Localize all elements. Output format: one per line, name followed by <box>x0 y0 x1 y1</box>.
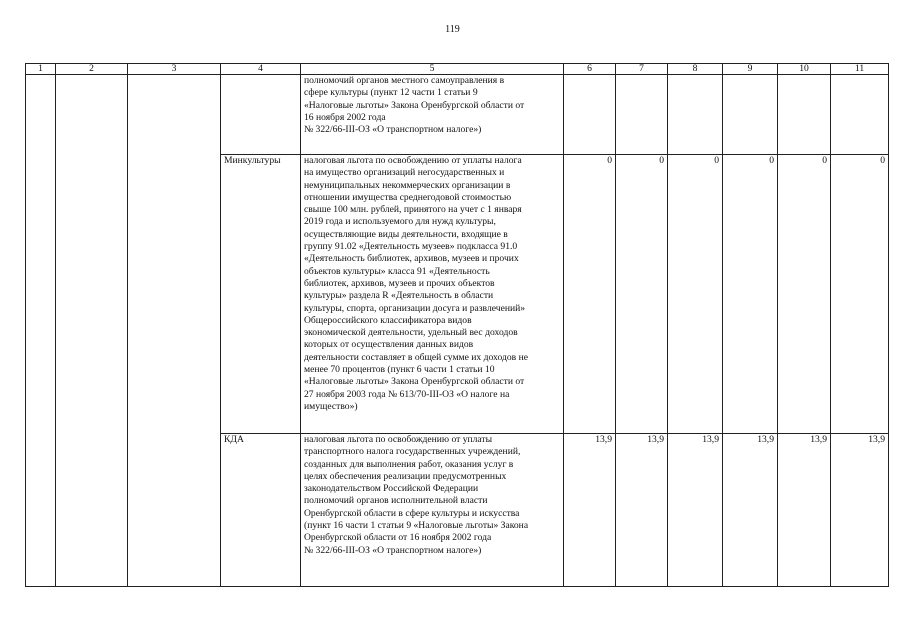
org-cell: Минкультуры <box>221 155 301 434</box>
column-header: 11 <box>831 64 889 75</box>
column-header: 1 <box>26 64 56 75</box>
value-cell: 13,9 <box>668 434 723 587</box>
column-header: 6 <box>564 64 616 75</box>
value-cell: 0 <box>616 155 668 434</box>
column-number-row <box>26 64 889 75</box>
value-cell: 13,9 <box>564 434 616 587</box>
value-cell: 0 <box>778 155 831 434</box>
value-cell: 13,9 <box>616 434 668 587</box>
column-header: 3 <box>128 64 221 75</box>
benefit-description: налоговая льгота по освобождению от уплаты налога на имущество организаций негосударственных и немуниципальных некоммерческих организации в отношении имущества среднегодовой стоимостью свыше 100 млн. рублей, принятого на учет с 1 января 2019 года и используемого для нужд культуры, осуществляющие виды деятельности, входящие в группу 91.02 «Деятельность музеев» подкласса 91.0 «Деятельность библиотек, архивов, музеев и прочих объектов культуры» класса 91 «Деятельность библиотек, архивов, музеев и прочих объектов культуры» раздела R «Деятельность в области культуры, спорта, организации досуга и развлечений» Общероссийского классификатора видов экономической деятельности, удельный вес доходов которых от осуществления данных видов деятельности составляет в общей сумме их доходов не менее 70 процентов (пункт 6 части 1 статьи 10 «Налоговые льготы» Закона Оренбургской области от 27 ноября 2003 года № 613/70-III-ОЗ «О налоге на имущество») <box>301 155 564 434</box>
org-cell: КДА <box>221 434 301 587</box>
column-header: 2 <box>56 64 128 75</box>
benefit-description: налоговая льгота по освобождению от уплаты транспортного налога государственных учреждений, созданных для выполнения работ, оказания услуг в целях обеспечения реализации предусмотренных законодательством Российской Федерации полномочий органов исполнительной власти Оренбургской области в сфере культуры и искусства (пункт 16 части 1 статьи 9 «Налоговые льготы» Закона Оренбургской области от 16 ноября 2002 года № 322/66-III-ОЗ «О транспортном налоге») <box>301 434 564 587</box>
page-number: 119 <box>445 24 460 35</box>
value-cell <box>616 75 668 155</box>
value-cell: 0 <box>668 155 723 434</box>
benefit-description: полномочий органов местного самоуправления в сфере культуры (пункт 12 части 1 статьи 9 «Налоговые льготы» Закона Оренбургской области от 16 ноября 2002 года № 322/66-III-ОЗ «О транспортном налоге») <box>301 75 564 155</box>
value-cell: 0 <box>831 155 889 434</box>
value-cell: 13,9 <box>778 434 831 587</box>
value-cell <box>723 75 778 155</box>
value-cell <box>831 75 889 155</box>
value-cell <box>668 75 723 155</box>
value-cell <box>778 75 831 155</box>
column-header: 9 <box>723 64 778 75</box>
value-cell <box>564 75 616 155</box>
col1-cell <box>26 75 56 587</box>
value-cell: 0 <box>564 155 616 434</box>
col3-cell <box>128 75 221 587</box>
budget-table <box>25 63 889 587</box>
value-cell: 13,9 <box>831 434 889 587</box>
org-cell <box>221 75 301 155</box>
column-header: 10 <box>778 64 831 75</box>
col2-cell <box>56 75 128 587</box>
value-cell: 0 <box>723 155 778 434</box>
column-header: 7 <box>616 64 668 75</box>
value-cell: 13,9 <box>723 434 778 587</box>
column-header: 8 <box>668 64 723 75</box>
column-header: 4 <box>221 64 301 75</box>
column-header: 5 <box>301 64 564 75</box>
table-row <box>26 75 889 155</box>
